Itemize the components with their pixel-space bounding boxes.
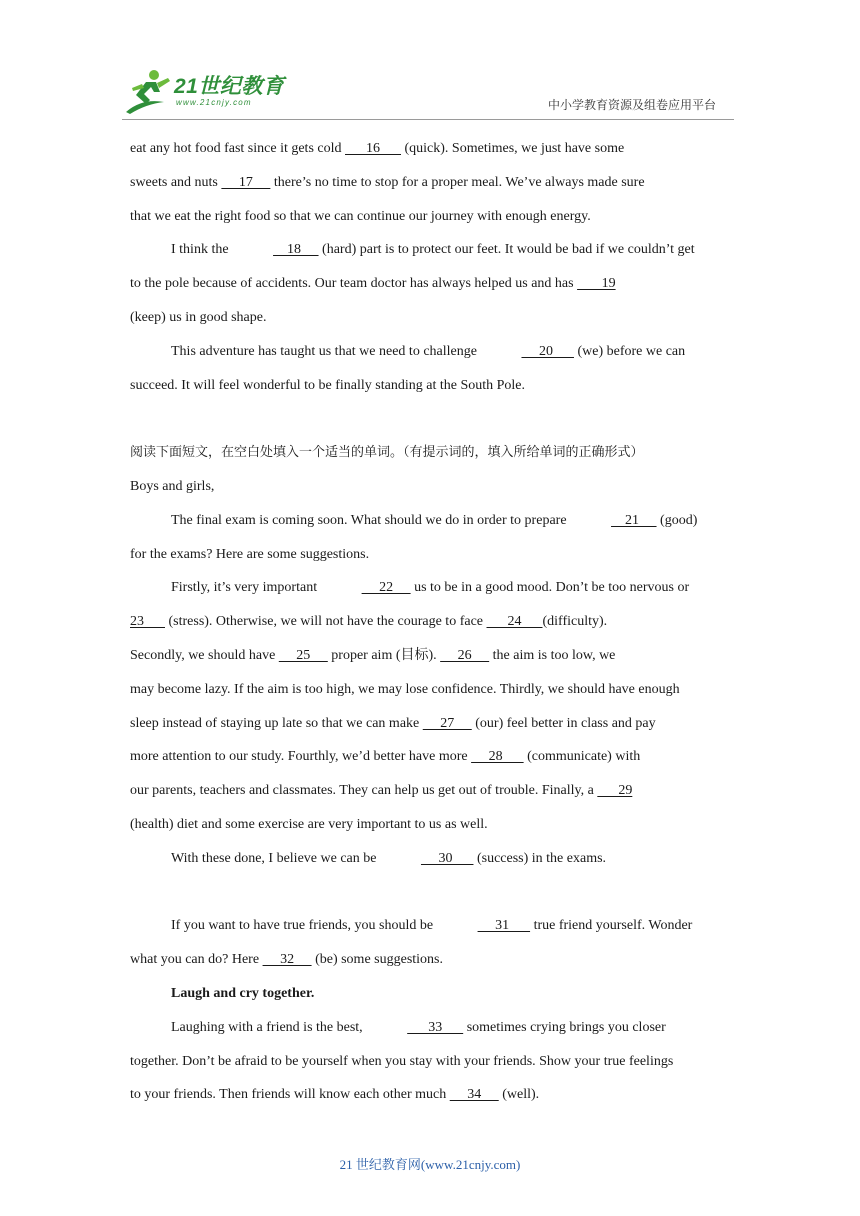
text-line: (keep) us in good shape. <box>130 309 267 325</box>
blank-26[interactable]: 26 <box>440 647 490 663</box>
text-line: that we eat the right food so that we can continue our journey with enough energy. <box>130 208 591 224</box>
text-line: more attention to our study. Fourthly, we’d better have more 28 (communicate) with <box>130 740 732 774</box>
text-line: for the exams? Here are some suggestions. <box>130 546 370 562</box>
text-line: I think the 18 (hard) part is to protect our feet. It would be bad if we couldn’t get <box>130 233 732 267</box>
text-line: The final exam is coming soon. What should we do in order to prepare 21 (good) <box>130 504 732 538</box>
blank-24[interactable]: 24 <box>486 614 543 630</box>
logo-url: www.21cnjy.com <box>176 98 252 107</box>
blank-17[interactable]: 17 <box>221 174 271 190</box>
blank-20[interactable]: 20 <box>521 343 574 359</box>
text-line: sweets and nuts 17 there’s no time to stop for a proper meal. We’ve always made sure <box>130 166 732 200</box>
blank-34[interactable]: 34 <box>449 1087 499 1103</box>
salutation: Boys and girls, <box>130 478 215 494</box>
runner-icon <box>124 68 174 114</box>
text-line: eat any hot food fast since it gets cold 16 (quick). Sometimes, we just have some <box>130 132 732 166</box>
header-divider <box>122 119 734 120</box>
blank-28[interactable]: 28 <box>471 749 524 765</box>
blank-32[interactable]: 32 <box>262 952 312 968</box>
instruction: 阅读下面短文，在空白处填入一个适当的单词。（有提示词的，填入所给单词的正确形式） <box>130 445 644 461</box>
platform-title: 中小学教育资源及组卷应用平台 <box>548 98 717 112</box>
text-line: This adventure has taught us that we need to challenge 20 (we) before we can <box>130 335 732 369</box>
text-line: what you can do? Here 32 (be) some suggestions. <box>130 943 732 977</box>
blank-19[interactable]: 19 <box>577 276 616 292</box>
blank-18[interactable]: 18 <box>273 242 319 258</box>
blank-30[interactable]: 30 <box>420 850 474 866</box>
text-line: may become lazy. If the aim is too high, we may lose confidence. Thirdly, we should have enough <box>130 681 680 697</box>
text-line: our parents, teachers and classmates. They can help us get out of trouble. Finally, a 29 <box>130 774 732 808</box>
text-line: to your friends. Then friends will know each other much 34 (well). <box>130 1078 732 1112</box>
text-line: sleep instead of staying up late so that we can make 27 (our) feel better in class and pay <box>130 707 732 741</box>
section-heading: Laugh and cry together. <box>171 985 315 1001</box>
blank-29[interactable]: 29 <box>597 783 633 799</box>
text-line: 23 (stress). Otherwise, we will not have the courage to face 24 (difficulty). <box>130 605 732 639</box>
blank-33[interactable]: 33 <box>407 1019 464 1035</box>
blank-22[interactable]: 22 <box>361 580 411 596</box>
logo-text: 21世纪教育 <box>174 75 285 98</box>
text-line: Firstly, it’s very important 22 us to be in a good mood. Don’t be too nervous or <box>130 571 732 605</box>
blank-23[interactable]: 23 <box>130 614 165 630</box>
blank-25[interactable]: 25 <box>278 647 328 663</box>
text-line: together. Don’t be afraid to be yourself when you stay with your friends. Show your true feelings <box>130 1053 674 1069</box>
text-line: Laughing with a friend is the best, 33 sometimes crying brings you closer <box>130 1011 732 1045</box>
page-header <box>0 0 860 118</box>
site-logo[interactable] <box>124 68 289 116</box>
blank-27[interactable]: 27 <box>422 715 472 731</box>
document-body <box>130 132 732 1112</box>
text-line: If you want to have true friends, you should be 31 true friend yourself. Wonder <box>130 909 732 943</box>
blank-31[interactable]: 31 <box>477 918 531 934</box>
page-footer[interactable]: 21 世纪教育网(www.21cnjy.com) <box>339 1157 521 1172</box>
text-line: to the pole because of accidents. Our team doctor has always helped us and has 19 <box>130 267 732 301</box>
text-line: Secondly, we should have 25 proper aim (目标). 26 the aim is too low, we <box>130 639 732 673</box>
text-line: (health) diet and some exercise are very important to us as well. <box>130 816 488 832</box>
blank-21[interactable]: 21 <box>611 512 657 528</box>
blank-16[interactable]: 16 <box>345 141 401 156</box>
text-line: With these done, I believe we can be 30 (success) in the exams. <box>130 842 732 876</box>
text-line: succeed. It will feel wonderful to be finally standing at the South Pole. <box>130 377 526 393</box>
